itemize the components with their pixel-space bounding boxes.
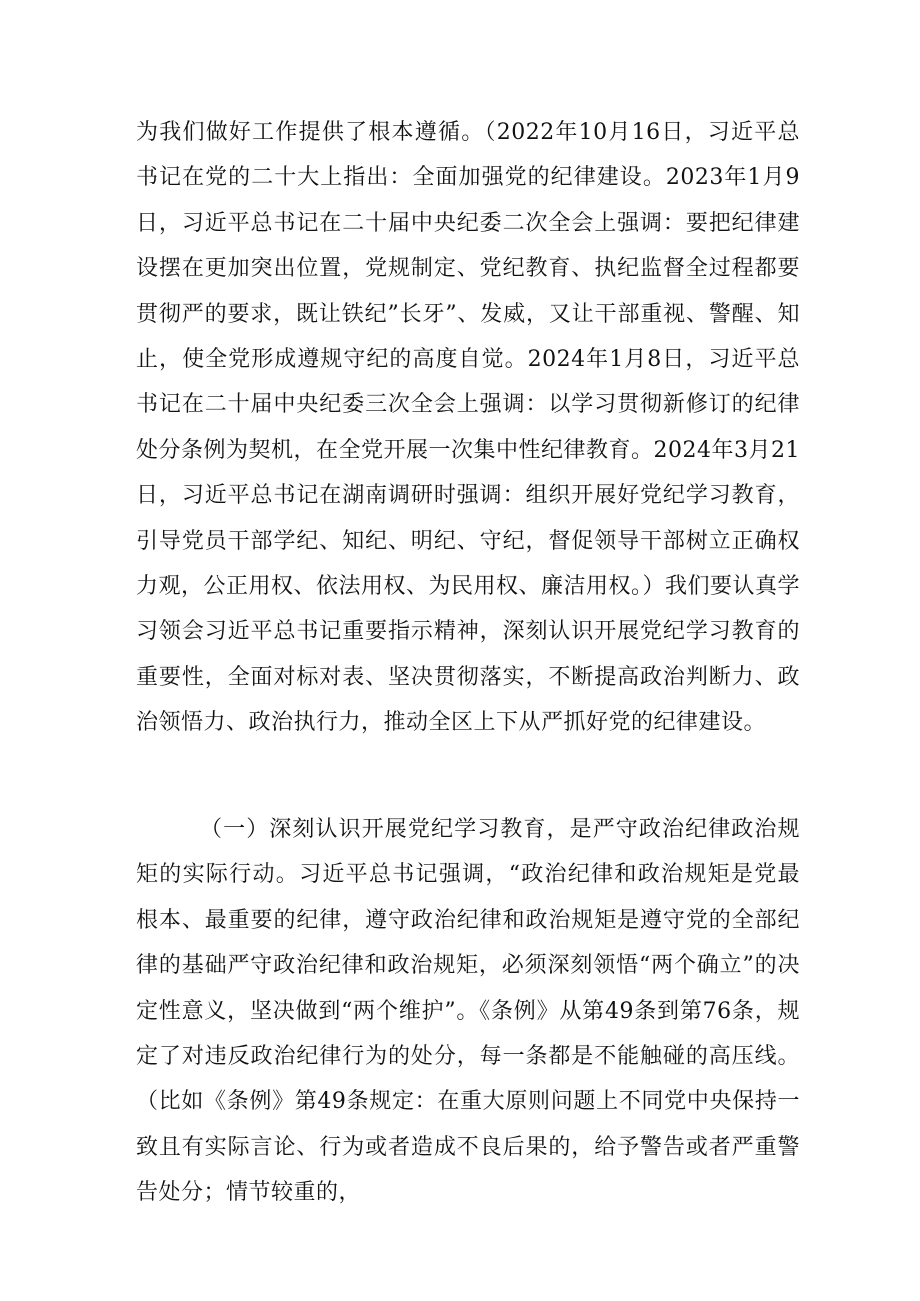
paragraph-section-one: （一）深刻认识开展党纪学习教育，是严守政治纪律政治规矩的实际行动。习近平总书记强调，“政治纪律和政治规矩是党最根本、最重要的纪律，遵守政治纪律和政治规矩是遵守党的全部纪律的基础严守政治纪律和政治规矩，必须深刻领悟“两个确立”的决定性意义，坚决做到“两个维护”。《条例》从第49条到第76条，规定了对违反政治纪律行为的处分，每一条都是不能触碰的高压线。（比如《条例》第49条规定：在重大原则问题上不同党中央保持一致且有实际言论、行为或者造成不良后果的，给予警告或者严重警告处分；情节较重的， [136,817,800,1206]
paragraph-continuation: 为我们做好工作提供了根本遵循。（2022年10月16日，习近平总书记在党的二十大上指出：全面加强党的纪律建设。2023年1月9日，习近平总书记在二十届中央纪委二次全会上强调：要把纪律建设摆在更加突出位置，党规制定、党纪教育、执纪监督全过程都要贯彻严的要求，既让铁纪”长牙”、发威，又让干部重视、警醒、知止，使全党形成遵规守纪的高度自觉。2024年1月8日，习近平总书记在二十届中央纪委三次全会上强调：以学习贯彻新修订的纪律处分条例为契机，在全党开展一次集中性纪律教育。2024年3月21日，习近平总书记在湖南调研时强调：组织开展好党纪学习教育，引导党员干部学纪、知纪、明纪、守纪，督促领导干部树立正确权力观，公正用权、依法用权、为民用权、廉洁用权。）我们要认真学习领会习近平总书记重要指示精神，深刻认识开展党纪学习教育的重要性，全面对标对表、坚决贯彻落实，不断提高政治判断力、政治领悟力、政治执行力，推动全区上下从严抓好党的纪律建设。 [136,120,801,736]
